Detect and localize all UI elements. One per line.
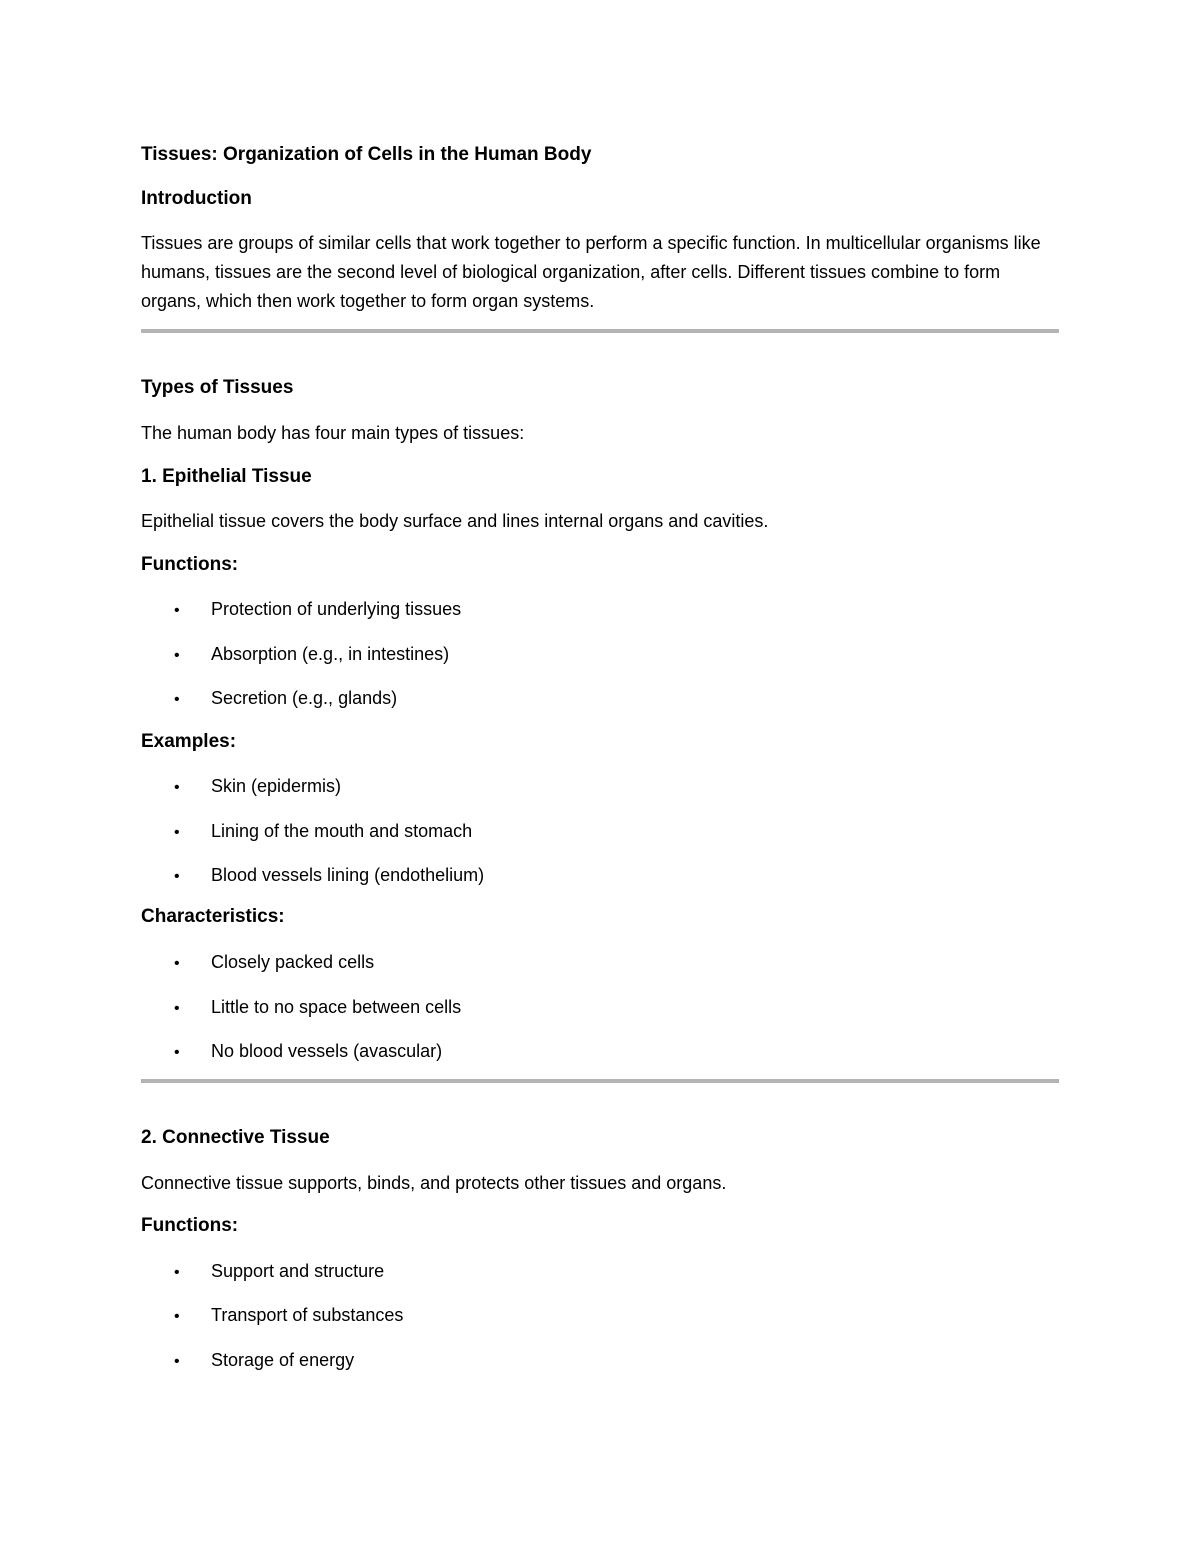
types-heading: Types of Tissues — [141, 377, 294, 398]
bullet: • — [174, 955, 180, 972]
bullet: • — [174, 868, 180, 885]
list-item — [174, 774, 341, 800]
bullet: • — [174, 691, 180, 708]
epithelial-characteristics-label: Characteristics: — [141, 906, 285, 927]
list-item — [174, 1039, 442, 1065]
bullet: • — [174, 647, 180, 664]
bullet: • — [174, 1044, 180, 1061]
list-item-text: Skin (epidermis) — [211, 776, 342, 796]
connective-description: Connective tissue supports, binds, and protects other tissues and organs. — [141, 1173, 727, 1193]
list-item-text: Little to no space between cells — [211, 997, 462, 1017]
list-item-text: Support and structure — [211, 1261, 385, 1281]
epithelial-heading: 1. Epithelial Tissue — [141, 466, 312, 487]
list-item — [174, 642, 449, 668]
list-item-text: Lining of the mouth and stomach — [211, 821, 473, 841]
bullet: • — [174, 1353, 180, 1370]
list-item — [174, 950, 374, 976]
list-item — [174, 1348, 354, 1374]
list-item-text: Absorption (e.g., in intestines) — [211, 644, 450, 664]
epithelial-description: Epithelial tissue covers the body surface and lines internal organs and cavities. — [141, 511, 769, 531]
section-divider — [141, 329, 1059, 333]
list-item-text: No blood vessels (avascular) — [211, 1041, 443, 1061]
list-item — [174, 1303, 403, 1329]
list-item-text: Closely packed cells — [211, 952, 375, 972]
epithelial-functions-label: Functions: — [141, 554, 239, 575]
list-item-text: Protection of underlying tissues — [211, 599, 462, 619]
document-title: Tissues: Organization of Cells in the Human Body — [141, 144, 592, 165]
list-item — [174, 1259, 384, 1285]
list-item-text: Blood vessels lining (endothelium) — [211, 865, 485, 885]
intro-heading: Introduction — [141, 188, 252, 209]
intro-paragraph: Tissues are groups of similar cells that work together to perform a specific function. In multicellular organisms like humans, tissues are the second level of biological organization, after cells. Different tissues combine to form organs, which then work together to form organ systems. — [141, 233, 1041, 311]
bullet: • — [174, 1000, 180, 1017]
epithelial-examples-label: Examples: — [141, 731, 237, 752]
section-divider — [141, 1079, 1059, 1083]
connective-heading: 2. Connective Tissue — [141, 1127, 330, 1148]
types-intro: The human body has four main types of tissues: — [141, 423, 525, 443]
list-item-text: Storage of energy — [211, 1350, 355, 1370]
list-item-text: Transport of substances — [211, 1305, 404, 1325]
list-item — [174, 863, 484, 889]
connective-functions-label: Functions: — [141, 1215, 239, 1236]
list-item — [174, 686, 397, 712]
bullet: • — [174, 824, 180, 841]
bullet: • — [174, 1308, 180, 1325]
list-item-text: Secretion (e.g., glands) — [211, 688, 398, 708]
list-item — [174, 995, 461, 1021]
list-item — [174, 597, 461, 623]
list-item — [174, 819, 472, 845]
bullet: • — [174, 779, 180, 796]
bullet: • — [174, 1264, 180, 1281]
bullet: • — [174, 602, 180, 619]
